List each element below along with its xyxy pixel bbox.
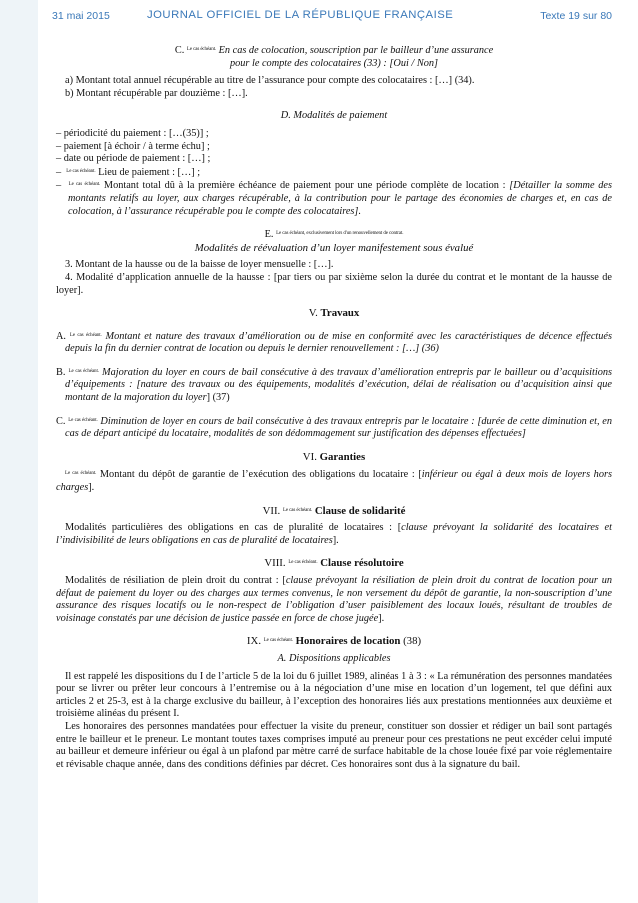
honoraires-p1: Il est rappelé les dispositions du I de l’article 5 de la loi du 6 juillet 1989, alinéas 1 à 3 : « La rémunération des personnes mandatées pour se livrer ou prêter leur concours à l’entremise ou à la négociation d’une mise en location d’un logement, tel que défini aux articles 2 et 25-3, est à la charge exclusive du bailleur, à l’exception des honoraires liés aux prestations mentionnées aux deuxième et troisième alinéas du présent I. <box>56 670 612 720</box>
section-vi-title-text: Garanties <box>319 450 366 463</box>
travaux-b-text: Majoration du loyer en cours de bail consécutive à des travaux d’amélioration entrepris par le bailleur ou d’acquisitions d’équipements : [nature des travaux ou des équipements, modalités d’exécution, délai de réalisation ou d’acquisition ainsi que montant de la majoration du loyer <box>65 366 612 404</box>
header-text-number: Texte 19 sur 80 <box>540 10 612 22</box>
payment-item-montant: – $^{Le cas échéant.}$ Montant total dû à la première échéance de paiement pour une période complète de location : [Détailler la somme des montants relatifs au loyer, aux charges récupérable, à la contribution pour le partage des économies de charges et, en cas de colocation, à l’assurance récupérable pou le compte des colocataires]. <box>56 180 612 217</box>
section-e-p4: 4. Modalité d’application annuelle de la hausse : [par tiers ou par sixième selon la durée du contrat et le montant de la hausse de loyer]. <box>56 271 612 296</box>
section-ix-ref: (38) <box>403 635 422 648</box>
payment-item: – périodicité du paiement : […(35)] ; <box>56 127 209 139</box>
section-ix-subtitle <box>56 653 612 666</box>
superscript-note: Le cas échéant. <box>66 168 96 174</box>
section-v-title <box>56 307 612 320</box>
solidarite-end: ]. <box>332 534 339 546</box>
solidarite-text <box>56 522 612 547</box>
superscript-note: Le cas échéant. <box>68 417 98 423</box>
superscript-note: Le cas échéant. <box>263 638 293 644</box>
section-vi-num: VI. <box>302 450 317 463</box>
section-v-title-text: Travaux <box>320 307 360 320</box>
section-vi-title <box>56 451 612 464</box>
garanties-italic: inférieur ou égal à deux mois de loyers hors charges <box>56 469 612 494</box>
section-e-p3: 3. Montant de la hausse ou de la baisse de loyer mensuelle : […]. <box>65 259 334 271</box>
section-vii-title-text: Clause de solidarité <box>314 504 406 517</box>
travaux-b <box>56 366 612 405</box>
travaux-b-letter: B. <box>56 366 66 378</box>
resolutoire-lead: Modalités de résiliation de plein droit du contrat : [ <box>65 575 286 586</box>
section-e-title <box>56 242 612 255</box>
side-margin-band <box>0 0 38 903</box>
solidarite-lead: Modalités particulières des obligations en cas de pluralité de locataires : [ <box>65 522 402 534</box>
superscript-note: Le cas échéant. <box>68 182 101 188</box>
section-c-letter: C. <box>174 45 185 56</box>
section-c-title <box>56 44 612 58</box>
document-body <box>56 44 612 771</box>
garanties-end: ]. <box>88 482 95 494</box>
travaux-c-text: Diminution de loyer en cours de bail consécutive à des travaux entrepris par le locataire : [durée de cette diminution et, en cas de départ anticipé du locataire, modalités de son dédommagement sur justification des dépenses effectuées] <box>65 415 612 440</box>
travaux-c <box>56 415 612 441</box>
travaux-a-text: Montant et nature des travaux d’amélioration ou de mise en conformité avec les caractéristiques de décence effectués depuis la fin du dernier contrat de location ou depuis le dernier renouvellement : […] (36) <box>65 330 613 355</box>
section-ix-num: IX. <box>246 635 262 648</box>
section-c-item-b: b) Montant récupérable par douzième : […]. <box>65 87 248 99</box>
travaux-a <box>56 330 612 356</box>
travaux-b-end: ] (37) <box>206 392 230 404</box>
superscript-note: Le cas échéant. <box>186 47 217 52</box>
honoraires-p2: Les honoraires des personnes mandatées pour effectuer la visite du preneur, constituer son dossier et rédiger un bail sont partagés entre le bailleur et le preneur. Le montant toutes taxes comprises imputé au preneur pour ces prestations ne peut excéder celui imputé au bailleur et demeure inférieur ou égal à un plafond par mètre carré de surface habitable de la chose louée fixé par voie réglementaire et révisable chaque année, dans des conditions définies par décret. Ces honoraires sont dus à la signature du bail. <box>56 720 612 770</box>
section-d-title <box>56 110 612 123</box>
payment-lieu-text: Lieu de paiement : […] ; <box>98 166 201 178</box>
section-viii-num: VIII. <box>264 557 286 570</box>
page-header <box>52 8 612 24</box>
section-ix-title-text: Honoraires de location <box>295 635 401 648</box>
section-d-title-text: D. Modalités de paiement <box>280 110 388 122</box>
superscript-note: Le cas échéant. <box>288 560 318 566</box>
superscript-note-reeval: Le cas échéant, exclusivement lors d'un renouvellement de contrat. <box>276 231 404 237</box>
header-date: 31 mai 2015 <box>52 10 110 22</box>
section-c-title-line2: pour le compte des colocataires (33) : [Oui / Non] <box>229 57 439 69</box>
payment-item-lieu: – $^{Le cas échéant.}$ Lieu de paiement : […] ; <box>56 166 201 178</box>
garanties-lead: Montant du dépôt de garantie de l’exécution des obligations du locataire : [ <box>99 469 422 481</box>
payment-montant-detail: [Détailler la somme des montants relatifs au loyer, aux charges récupérable, à la contribution pour le partage des économies de charges et, en cas de colocation, à l’assurance récupérable pou le compte des colocataires]. <box>68 180 612 217</box>
solidarite-italic: clause prévoyant la solidarité des locataires et l’indivisibilité de leurs obligations en cas de pluralité de locataires <box>56 522 612 546</box>
payment-item: – paiement [à échoir / à terme échu] ; <box>56 140 210 152</box>
superscript-note: Le cas échéant. <box>65 471 97 477</box>
header-journal-title: JOURNAL OFFICIEL DE LA RÉPUBLIQUE FRANÇAISE <box>147 9 454 21</box>
section-e-letter-line <box>56 228 612 242</box>
section-vii-num: VII. <box>262 504 281 517</box>
section-e-title-text: Modalités de réévaluation d’un loyer manifestement sous évalué <box>194 241 474 254</box>
section-c-item-a: a) Montant total annuel récupérable au titre de l’assurance pour compte des colocataires : […] (34). <box>65 75 475 87</box>
section-c-title-cont <box>56 58 612 71</box>
superscript-note: Le cas échéant. <box>68 368 99 374</box>
section-ix-subtitle-text: A. Dispositions applicables <box>277 652 391 664</box>
payment-item: – date ou période de paiement : […] ; <box>56 153 211 165</box>
section-c-title-line1: En cas de colocation, souscription par le bailleur d’une assurance <box>218 45 494 56</box>
travaux-c-letter: C. <box>56 415 66 427</box>
section-vii-title <box>56 505 612 518</box>
resolutoire-end: ]. <box>378 612 385 624</box>
section-viii-title-text: Clause résolutoire <box>320 557 404 570</box>
resolutoire-italic: clause prévoyant la résiliation de plein droit du contrat de location pour un défaut de paiement du loyer ou des charges aux termes convenus, le non versement du dépôt de garantie, la non-souscription d’une assurance des risques locatifs ou le non-respect de l’obligation d’user paisiblement des locaux loués, résultant de troubles de voisinage constatés par une décision de justice passée en force de chose jugée <box>56 575 612 624</box>
garanties-text <box>56 468 612 494</box>
section-ix-title <box>56 635 612 648</box>
superscript-note: Le cas échéant. <box>69 332 102 338</box>
resolutoire-text <box>56 575 612 625</box>
section-v-num: V. <box>308 307 318 320</box>
payment-montant-lead: Montant total dû à la première échéance de paiement pour une période complète de location : <box>103 180 506 192</box>
section-e-letter: E. <box>264 229 274 241</box>
section-viii-title <box>56 557 612 570</box>
travaux-a-letter: A. <box>56 330 67 342</box>
superscript-note: Le cas échéant. <box>282 507 313 513</box>
